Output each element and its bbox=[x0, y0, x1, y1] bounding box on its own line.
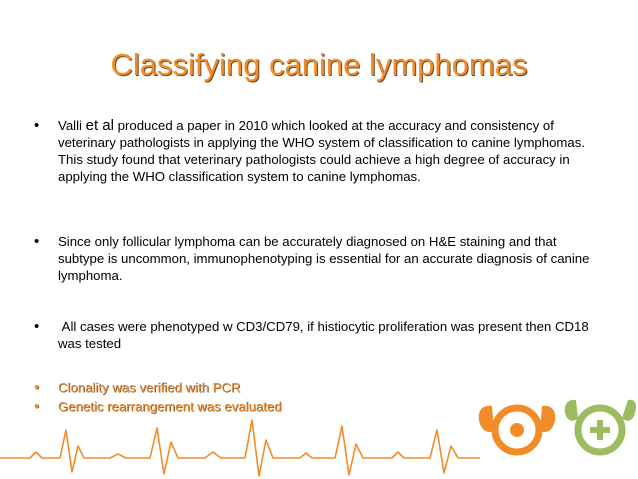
bullet-text: Clonality was verified with PCR bbox=[58, 380, 241, 395]
bullet-marker: • bbox=[34, 117, 40, 134]
bullet-item bbox=[34, 318, 598, 352]
bullet-marker: • bbox=[34, 233, 40, 250]
bullet-item bbox=[34, 233, 598, 284]
bullet-marker: • bbox=[34, 318, 40, 335]
bullet-text-start: Valli bbox=[58, 118, 82, 133]
pet-health-logo-icon bbox=[468, 388, 638, 468]
bullet-text-emphasis: et al bbox=[85, 117, 114, 134]
bullet-text bbox=[58, 117, 598, 185]
bullet-item bbox=[34, 117, 598, 185]
bullet-text: Genetic rearrangement was evaluated bbox=[58, 399, 282, 414]
bullet-text: Since only follicular lymphoma can be accurately diagnosed on H&E staining and that subtype is uncommon, immunophenotyping is essential for an accurate diagnosis of canine lymphoma. bbox=[58, 234, 590, 283]
bullet-marker: • bbox=[34, 379, 40, 396]
slide-title: Classifying canine lymphomas bbox=[110, 47, 528, 82]
bullet-text: All cases were phenotyped w CD3/CD79, if histiocytic proliferation was present then CD18 was tested bbox=[58, 319, 593, 351]
bullet-marker: • bbox=[34, 398, 40, 415]
bullet-text-rest: produced a paper in 2010 which looked at the accuracy and consistency of veterinary pathologists in applying the WHO system of classification to canine lymphomas. This study found that veterinary pathologists could achieve a high degree of accuracy in applying the WHO classification system to canine lymphomas. bbox=[58, 118, 586, 184]
